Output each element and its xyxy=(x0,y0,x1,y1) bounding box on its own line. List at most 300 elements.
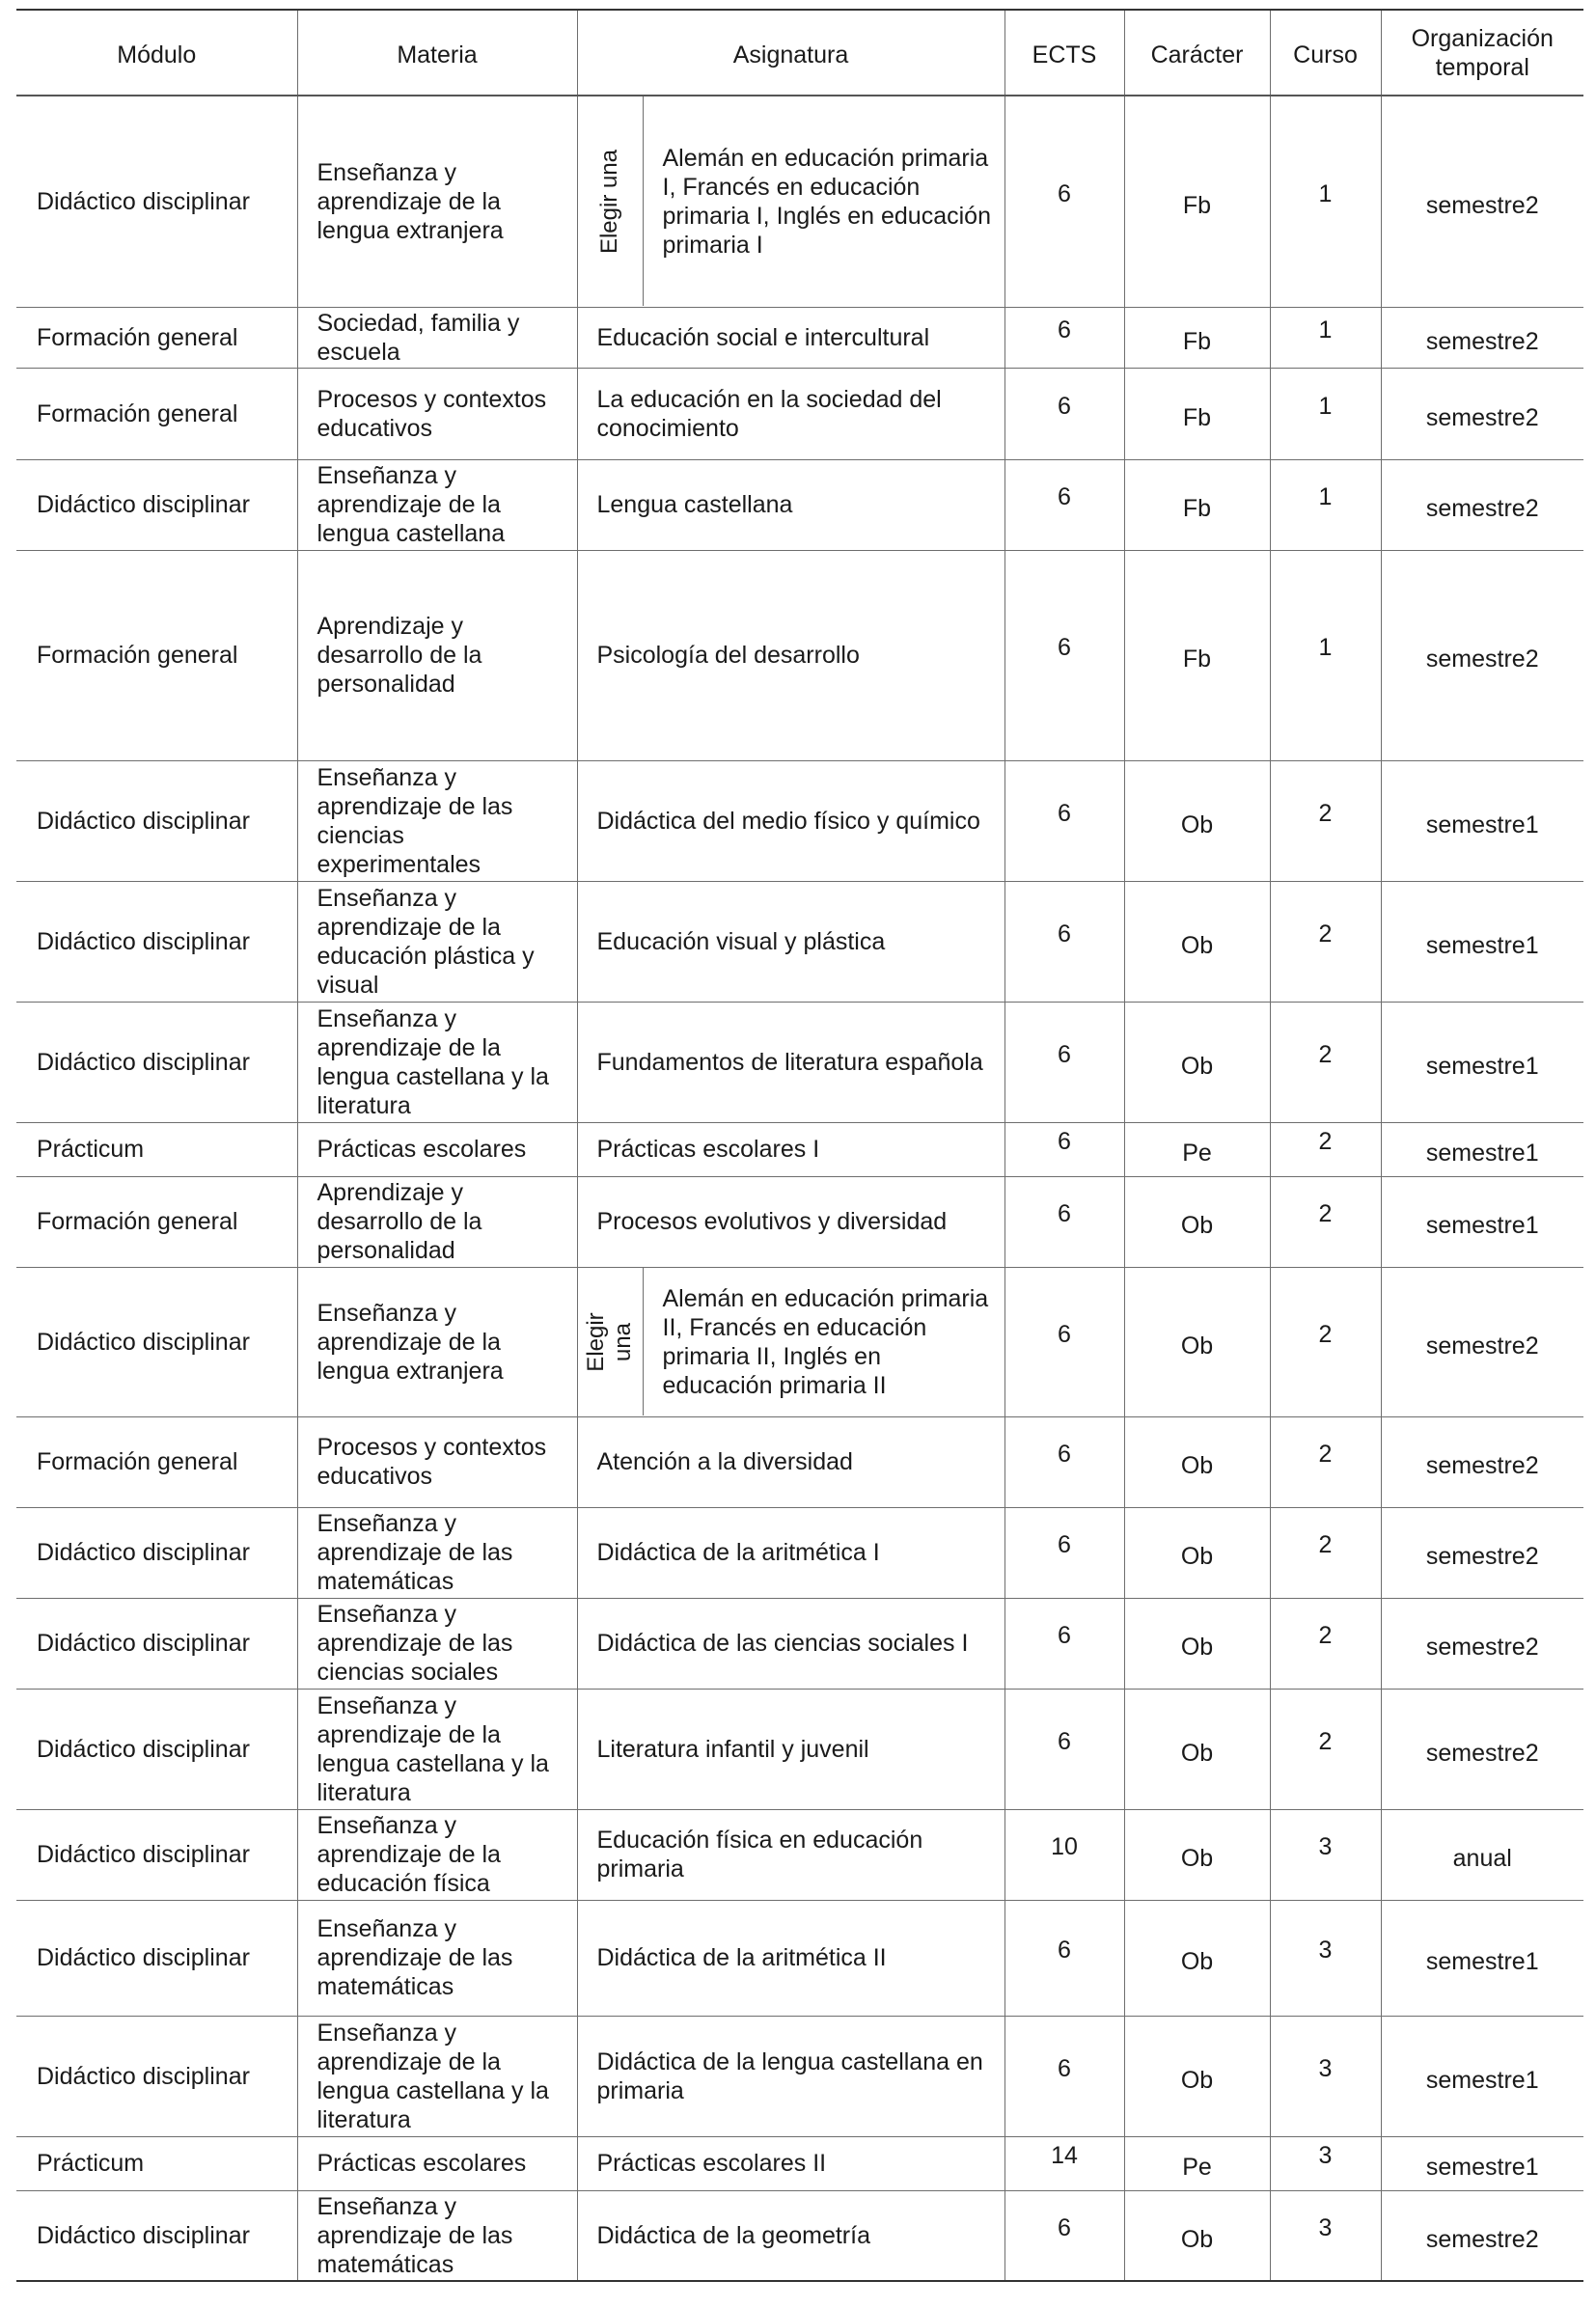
modulo-cell xyxy=(16,760,297,881)
ects-value: 10 xyxy=(1051,1833,1078,1860)
caracter-value: Ob xyxy=(1180,1845,1214,1872)
asignatura-cell xyxy=(577,1002,1004,1122)
modulo-text: Didáctico disciplinar xyxy=(37,187,250,215)
materia-text: Prácticas escolares xyxy=(316,1136,527,1163)
asignatura-cell xyxy=(577,550,1004,760)
caracter-cell xyxy=(1124,459,1270,550)
caracter-cell xyxy=(1124,1416,1270,1507)
modulo-text: Didáctico disciplinar xyxy=(37,927,250,955)
materia-cell xyxy=(297,1900,577,2016)
organizacion-value: semestre1 xyxy=(1425,1052,1539,1080)
ects-value: 6 xyxy=(1058,1727,1071,1755)
curso-cell xyxy=(1270,2190,1381,2281)
caracter-value: Fb xyxy=(1182,191,1212,219)
curso-value: 1 xyxy=(1318,634,1333,661)
caracter-value: Ob xyxy=(1180,1212,1214,1239)
materia-cell xyxy=(297,760,577,881)
materia-text: Enseñanza y aprendizaje de la lengua extranjera xyxy=(316,1299,504,1385)
materia-cell xyxy=(297,96,577,307)
materia-cell xyxy=(297,1267,577,1416)
table-row xyxy=(16,1809,1583,1900)
curso-value: 2 xyxy=(1318,799,1333,827)
header-row xyxy=(16,10,1583,96)
asignatura-cell xyxy=(577,1809,1004,1900)
ects-cell xyxy=(1004,1002,1124,1122)
materia-cell xyxy=(297,459,577,550)
caracter-cell xyxy=(1124,1689,1270,1809)
modulo-text: Didáctico disciplinar xyxy=(37,1944,250,1971)
modulo-text: Didáctico disciplinar xyxy=(37,1735,250,1763)
materia-cell xyxy=(297,368,577,459)
curso-value: 1 xyxy=(1318,179,1333,207)
organizacion-value: semestre2 xyxy=(1425,1634,1539,1661)
materia-text: Enseñanza y aprendizaje de las ciencias sociales xyxy=(316,1601,513,1686)
modulo-cell xyxy=(16,307,297,368)
table-row xyxy=(16,96,1583,307)
caracter-value: Fb xyxy=(1182,403,1212,431)
organizacion-cell xyxy=(1381,96,1583,307)
asignatura-text: Educación visual y plástica xyxy=(596,927,886,955)
materia-cell xyxy=(297,1416,577,1507)
materia-text: Enseñanza y aprendizaje de las matemáticas xyxy=(316,2192,513,2278)
ects-value: 6 xyxy=(1058,179,1071,207)
curso-cell xyxy=(1270,2016,1381,2136)
organizacion-cell xyxy=(1381,1598,1583,1689)
asignatura-cell xyxy=(577,459,1004,550)
asignatura-cell xyxy=(577,307,1004,368)
materia-text: Prácticas escolares xyxy=(316,2150,527,2177)
modulo-cell xyxy=(16,459,297,550)
asignatura-text: Fundamentos de literatura española xyxy=(596,1048,983,1076)
curso-value: 1 xyxy=(1318,392,1333,420)
asignatura-text: Prácticas escolares II xyxy=(596,2150,827,2177)
curso-cell xyxy=(1270,1267,1381,1416)
modulo-text: Didáctico disciplinar xyxy=(37,2221,250,2249)
caracter-cell xyxy=(1124,881,1270,1002)
table-row xyxy=(16,368,1583,459)
curso-cell xyxy=(1270,1598,1381,1689)
organizacion-value: semestre2 xyxy=(1425,495,1539,522)
asignatura-cell xyxy=(577,1900,1004,2016)
ects-value: 6 xyxy=(1058,920,1071,948)
table-row xyxy=(16,1176,1583,1267)
curso-value: 2 xyxy=(1318,1128,1333,1155)
ects-value: 6 xyxy=(1058,2213,1071,2241)
table-row xyxy=(16,1900,1583,2016)
modulo-text: Formación general xyxy=(37,323,238,351)
asignatura-text: Didáctica de la aritmética II xyxy=(596,1944,887,1971)
organizacion-value: semestre1 xyxy=(1425,2154,1539,2181)
caracter-value: Fb xyxy=(1182,495,1212,522)
ects-cell xyxy=(1004,760,1124,881)
materia-cell xyxy=(297,2016,577,2136)
organizacion-value: semestre2 xyxy=(1425,2225,1539,2253)
elegir-text: Elegir una xyxy=(583,1311,636,1372)
ects-value: 6 xyxy=(1058,483,1071,510)
header-caracter: Carácter xyxy=(1124,10,1270,96)
caracter-cell xyxy=(1124,550,1270,760)
organizacion-value: semestre1 xyxy=(1425,2066,1539,2094)
materia-cell xyxy=(297,2190,577,2281)
asignatura-cell xyxy=(577,1267,1004,1416)
ects-cell xyxy=(1004,1267,1124,1416)
organizacion-cell xyxy=(1381,2016,1583,2136)
elegir-label xyxy=(578,1268,644,1415)
curso-value: 3 xyxy=(1318,2142,1333,2169)
caracter-value: Ob xyxy=(1180,1739,1214,1767)
curso-cell xyxy=(1270,1809,1381,1900)
table-row xyxy=(16,2190,1583,2281)
asignatura-text: Lengua castellana xyxy=(596,491,793,518)
organizacion-value: semestre2 xyxy=(1425,1332,1539,1360)
modulo-cell xyxy=(16,1176,297,1267)
header-materia: Materia xyxy=(297,10,577,96)
curso-cell xyxy=(1270,1122,1381,1176)
materia-text: Enseñanza y aprendizaje de la lengua castellana y la literatura xyxy=(316,1004,549,1119)
materia-cell xyxy=(297,1689,577,1809)
organizacion-cell xyxy=(1381,1809,1583,1900)
curso-cell xyxy=(1270,1507,1381,1598)
modulo-text: Didáctico disciplinar xyxy=(37,807,250,835)
table-row xyxy=(16,1507,1583,1598)
organizacion-value: semestre2 xyxy=(1425,1739,1539,1767)
ects-cell xyxy=(1004,881,1124,1002)
asignatura-text: Didáctica de la lengua castellana en primaria xyxy=(596,2047,983,2104)
curso-value: 2 xyxy=(1318,1320,1333,1348)
table-body xyxy=(16,96,1583,2281)
materia-cell xyxy=(297,1122,577,1176)
organizacion-value: semestre2 xyxy=(1425,327,1539,355)
table-row xyxy=(16,2136,1583,2190)
materia-text: Enseñanza y aprendizaje de las matemáticas xyxy=(316,1915,513,2000)
ects-cell xyxy=(1004,1176,1124,1267)
asignatura-cell xyxy=(577,1416,1004,1507)
materia-cell xyxy=(297,881,577,1002)
modulo-text: Didáctico disciplinar xyxy=(37,1630,250,1657)
modulo-text: Formación general xyxy=(37,642,238,669)
curso-value: 2 xyxy=(1318,1727,1333,1755)
caracter-value: Ob xyxy=(1180,1452,1214,1479)
modulo-cell xyxy=(16,881,297,1002)
curso-cell xyxy=(1270,2136,1381,2190)
modulo-cell xyxy=(16,1002,297,1122)
organizacion-cell xyxy=(1381,760,1583,881)
asignatura-text: Atención a la diversidad xyxy=(596,1448,853,1475)
caracter-value: Ob xyxy=(1180,1948,1214,1975)
caracter-cell xyxy=(1124,307,1270,368)
organizacion-value: anual xyxy=(1452,1845,1512,1872)
organizacion-cell xyxy=(1381,881,1583,1002)
caracter-cell xyxy=(1124,96,1270,307)
caracter-cell xyxy=(1124,2190,1270,2281)
materia-text: Enseñanza y aprendizaje de la lengua extranjera xyxy=(316,158,504,244)
asignatura-cell xyxy=(577,2016,1004,2136)
table-row xyxy=(16,1267,1583,1416)
header-organizacion: Organización temporal xyxy=(1381,10,1583,96)
materia-text: Procesos y contextos educativos xyxy=(316,385,547,442)
ects-cell xyxy=(1004,96,1124,307)
curso-cell xyxy=(1270,1416,1381,1507)
materia-text: Enseñanza y aprendizaje de las matemáticas xyxy=(316,1510,513,1595)
modulo-cell xyxy=(16,1267,297,1416)
ects-cell xyxy=(1004,1809,1124,1900)
table-row xyxy=(16,760,1583,881)
ects-value: 6 xyxy=(1058,2054,1071,2082)
ects-value: 6 xyxy=(1058,634,1071,661)
table-row xyxy=(16,1002,1583,1122)
organizacion-cell xyxy=(1381,368,1583,459)
caracter-cell xyxy=(1124,2136,1270,2190)
materia-cell xyxy=(297,1507,577,1598)
ects-cell xyxy=(1004,1900,1124,2016)
ects-value: 6 xyxy=(1058,392,1071,420)
asignatura-cell xyxy=(577,1598,1004,1689)
materia-cell xyxy=(297,550,577,760)
modulo-text: Didáctico disciplinar xyxy=(37,2062,250,2090)
curso-cell xyxy=(1270,96,1381,307)
caracter-value: Ob xyxy=(1180,1634,1214,1661)
modulo-cell xyxy=(16,2190,297,2281)
asignatura-text: Didáctica del medio físico y químico xyxy=(596,807,980,835)
asignatura-text: Procesos evolutivos y diversidad xyxy=(596,1208,948,1235)
modulo-cell xyxy=(16,2136,297,2190)
materia-text: Enseñanza y aprendizaje de las ciencias experimentales xyxy=(316,763,513,878)
curso-value: 3 xyxy=(1318,2054,1333,2082)
ects-value: 6 xyxy=(1058,1531,1071,1558)
organizacion-cell xyxy=(1381,1267,1583,1416)
curso-cell xyxy=(1270,760,1381,881)
curso-cell xyxy=(1270,459,1381,550)
ects-cell xyxy=(1004,2016,1124,2136)
caracter-value: Ob xyxy=(1180,1052,1214,1080)
ects-cell xyxy=(1004,2190,1124,2281)
curso-value: 2 xyxy=(1318,1531,1333,1558)
curso-value: 1 xyxy=(1318,316,1333,343)
header-curso: Curso xyxy=(1270,10,1381,96)
curso-value: 2 xyxy=(1318,1200,1333,1227)
asignatura-cell xyxy=(577,881,1004,1002)
asignatura-options-text: Alemán en educación primaria II, Francés en educación primaria II, Inglés en educación primaria II xyxy=(662,1284,989,1399)
organizacion-cell xyxy=(1381,1507,1583,1598)
caracter-value: Pe xyxy=(1182,2154,1212,2181)
caracter-value: Ob xyxy=(1180,1332,1214,1360)
curso-value: 2 xyxy=(1318,920,1333,948)
curso-value: 2 xyxy=(1318,1441,1333,1468)
ects-value: 14 xyxy=(1051,2142,1078,2169)
organizacion-value: semestre2 xyxy=(1425,1452,1539,1479)
modulo-text: Didáctico disciplinar xyxy=(37,491,250,518)
organizacion-cell xyxy=(1381,1176,1583,1267)
modulo-text: Didáctico disciplinar xyxy=(37,1841,250,1868)
caracter-cell xyxy=(1124,368,1270,459)
ects-value: 6 xyxy=(1058,1622,1071,1649)
materia-cell xyxy=(297,1002,577,1122)
curso-value: 3 xyxy=(1318,2213,1333,2241)
modulo-text: Didáctico disciplinar xyxy=(37,1048,250,1076)
organizacion-cell xyxy=(1381,1900,1583,2016)
modulo-cell xyxy=(16,550,297,760)
organizacion-value: semestre2 xyxy=(1425,191,1539,219)
caracter-cell xyxy=(1124,1267,1270,1416)
table-row xyxy=(16,459,1583,550)
table-row xyxy=(16,1689,1583,1809)
ects-cell xyxy=(1004,307,1124,368)
materia-cell xyxy=(297,1598,577,1689)
asignatura-cell xyxy=(577,1176,1004,1267)
organizacion-value: semestre2 xyxy=(1425,1543,1539,1570)
caracter-value: Fb xyxy=(1182,327,1212,355)
ects-cell xyxy=(1004,459,1124,550)
table-row xyxy=(16,881,1583,1002)
modulo-text: Formación general xyxy=(37,399,238,427)
curso-value: 3 xyxy=(1318,1937,1333,1964)
organizacion-cell xyxy=(1381,1689,1583,1809)
curso-cell xyxy=(1270,1176,1381,1267)
curriculum-table xyxy=(16,9,1583,2282)
ects-cell xyxy=(1004,550,1124,760)
modulo-cell xyxy=(16,96,297,307)
caracter-value: Ob xyxy=(1180,811,1214,838)
ects-value: 6 xyxy=(1058,799,1071,827)
modulo-cell xyxy=(16,1689,297,1809)
modulo-cell xyxy=(16,368,297,459)
modulo-text: Didáctico disciplinar xyxy=(37,1328,250,1356)
table-row xyxy=(16,307,1583,368)
modulo-text: Prácticum xyxy=(37,2150,145,2177)
organizacion-cell xyxy=(1381,459,1583,550)
ects-cell xyxy=(1004,1689,1124,1809)
table-row xyxy=(16,550,1583,760)
curso-cell xyxy=(1270,1002,1381,1122)
caracter-cell xyxy=(1124,1176,1270,1267)
modulo-cell xyxy=(16,1122,297,1176)
caracter-cell xyxy=(1124,760,1270,881)
materia-cell xyxy=(297,2136,577,2190)
caracter-cell xyxy=(1124,1809,1270,1900)
materia-cell xyxy=(297,1176,577,1267)
ects-value: 6 xyxy=(1058,1128,1071,1155)
ects-cell xyxy=(1004,1507,1124,1598)
materia-text: Enseñanza y aprendizaje de la lengua castellana xyxy=(316,462,506,547)
curso-value: 3 xyxy=(1318,1833,1333,1860)
asignatura-cell xyxy=(577,1507,1004,1598)
organizacion-cell xyxy=(1381,1416,1583,1507)
materia-text: Enseñanza y aprendizaje de la lengua castellana y la literatura xyxy=(316,2019,549,2133)
curso-cell xyxy=(1270,1689,1381,1809)
materia-text: Enseñanza y aprendizaje de la educación plástica y visual xyxy=(316,884,535,999)
ects-value: 6 xyxy=(1058,316,1071,343)
asignatura-text: Literatura infantil y juvenil xyxy=(596,1735,869,1763)
table-row xyxy=(16,1122,1583,1176)
header-asignatura: Asignatura xyxy=(577,10,1004,96)
curso-value: 2 xyxy=(1318,1622,1333,1649)
materia-text: Aprendizaje y desarrollo de la personalidad xyxy=(316,1179,482,1264)
materia-text: Sociedad, familia y escuela xyxy=(316,309,520,366)
elegir-text: Elegir una xyxy=(596,149,622,254)
curso-cell xyxy=(1270,1900,1381,2016)
modulo-text: Formación general xyxy=(37,1448,238,1475)
asignatura-cell xyxy=(577,1689,1004,1809)
asignatura-cell xyxy=(577,2136,1004,2190)
curso-value: 1 xyxy=(1318,483,1333,510)
header-modulo: Módulo xyxy=(16,10,297,96)
asignatura-cell xyxy=(577,1122,1004,1176)
curso-cell xyxy=(1270,881,1381,1002)
table-row xyxy=(16,1598,1583,1689)
asignatura-cell xyxy=(577,96,1004,307)
caracter-value: Ob xyxy=(1180,2066,1214,2094)
caracter-cell xyxy=(1124,1900,1270,2016)
caracter-value: Pe xyxy=(1182,1140,1212,1167)
header-ects: ECTS xyxy=(1004,10,1124,96)
asignatura-cell xyxy=(577,760,1004,881)
ects-value: 6 xyxy=(1058,1320,1071,1348)
materia-text: Procesos y contextos educativos xyxy=(316,1434,547,1490)
asignatura-options-text: Alemán en educación primaria I, Francés en educación primaria I, Inglés en educación primaria I xyxy=(662,144,991,259)
table-row xyxy=(16,2016,1583,2136)
curso-cell xyxy=(1270,550,1381,760)
modulo-cell xyxy=(16,1900,297,2016)
modulo-text: Didáctico disciplinar xyxy=(37,1539,250,1566)
modulo-cell xyxy=(16,1598,297,1689)
asignatura-cell xyxy=(577,2190,1004,2281)
asignatura-text: Didáctica de las ciencias sociales I xyxy=(596,1630,969,1657)
organizacion-value: semestre1 xyxy=(1425,931,1539,959)
asignatura-text: Educación física en educación primaria xyxy=(596,1827,923,1882)
organizacion-value: semestre1 xyxy=(1425,1948,1539,1975)
organizacion-value: semestre1 xyxy=(1425,1140,1539,1167)
organizacion-cell xyxy=(1381,1122,1583,1176)
caracter-cell xyxy=(1124,2016,1270,2136)
ects-value: 6 xyxy=(1058,1937,1071,1964)
modulo-cell xyxy=(16,2016,297,2136)
organizacion-value: semestre1 xyxy=(1425,811,1539,838)
curso-cell xyxy=(1270,368,1381,459)
materia-text: Enseñanza y aprendizaje de la lengua castellana y la literatura xyxy=(316,1691,549,1806)
organizacion-value: semestre1 xyxy=(1425,1212,1539,1239)
caracter-value: Fb xyxy=(1182,646,1212,673)
curso-value: 2 xyxy=(1318,1040,1333,1068)
materia-cell xyxy=(297,307,577,368)
caracter-value: Ob xyxy=(1180,931,1214,959)
ects-cell xyxy=(1004,1598,1124,1689)
asignatura-text: Prácticas escolares I xyxy=(596,1136,820,1163)
modulo-text: Prácticum xyxy=(37,1136,145,1163)
caracter-value: Ob xyxy=(1180,1543,1214,1570)
asignatura-text: Educación social e intercultural xyxy=(596,323,930,351)
organizacion-value: semestre2 xyxy=(1425,646,1539,673)
organizacion-value: semestre2 xyxy=(1425,403,1539,431)
curso-cell xyxy=(1270,307,1381,368)
ects-cell xyxy=(1004,1416,1124,1507)
ects-value: 6 xyxy=(1058,1040,1071,1068)
organizacion-cell xyxy=(1381,2190,1583,2281)
modulo-cell xyxy=(16,1809,297,1900)
caracter-cell xyxy=(1124,1507,1270,1598)
caracter-cell xyxy=(1124,1002,1270,1122)
modulo-cell xyxy=(16,1507,297,1598)
materia-text: Enseñanza y aprendizaje de la educación física xyxy=(316,1812,501,1897)
caracter-cell xyxy=(1124,1598,1270,1689)
modulo-cell xyxy=(16,1416,297,1507)
caracter-cell xyxy=(1124,1122,1270,1176)
organizacion-cell xyxy=(1381,2136,1583,2190)
ects-cell xyxy=(1004,2136,1124,2190)
organizacion-cell xyxy=(1381,550,1583,760)
asignatura-cell xyxy=(577,368,1004,459)
asignatura-text: Didáctica de la aritmética I xyxy=(596,1539,880,1566)
materia-text: Aprendizaje y desarrollo de la personalidad xyxy=(316,613,482,698)
